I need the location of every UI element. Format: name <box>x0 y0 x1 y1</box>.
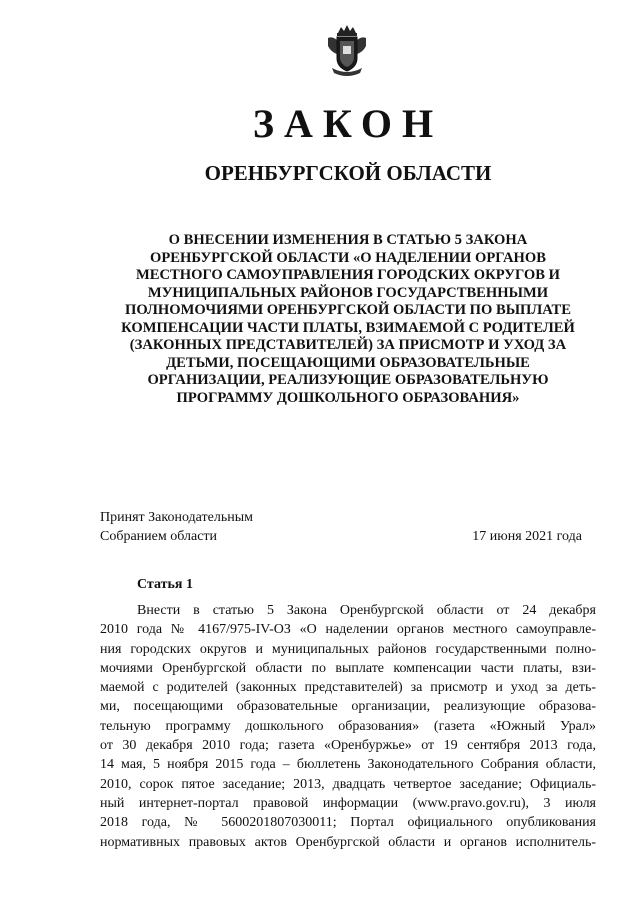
article-heading: Статья 1 <box>137 577 193 592</box>
law-name <box>100 232 596 407</box>
document-title: ЗАКОН <box>252 101 444 146</box>
body-line: от 30 декабря 2010 года; газета «Оренбуржье» от 19 сентября 2013 года, <box>100 738 596 754</box>
law-name-line: МУНИЦИПАЛЬНЫХ РАЙОНОВ ГОСУДАРСТВЕННЫМИ <box>147 284 549 301</box>
law-name-line: ПРОГРАММУ ДОШКОЛЬНОГО ОБРАЗОВАНИЯ» <box>176 389 520 406</box>
law-name-line: ОРГАНИЗАЦИИ, РЕАЛИЗУЮЩИЕ ОБРАЗОВАТЕЛЬНУЮ <box>147 372 549 388</box>
body-line: ный интернет-портал правовой информации (www.pravo.gov.ru), 3 июля <box>100 795 596 811</box>
body-line: 2010, сорок пятое заседание; 2013, двадцать четвертое заседание; Официаль- <box>100 776 596 792</box>
body-line: ния городских округов и муниципальных районов государственными полно- <box>100 641 596 657</box>
body-line: 2010 года № 4167/975-IV-ОЗ «О наделении органов местного самоуправле- <box>100 622 596 638</box>
law-name-line: КОМПЕНСАЦИИ ЧАСТИ ПЛАТЫ, ВЗИМАЕМОЙ С РОДИТЕЛЕЙ <box>121 319 575 336</box>
body-line: мочиями Оренбургской области по выплате компенсации части платы, взи- <box>100 660 596 676</box>
law-name-line: МЕСТНОГО САМОУПРАВЛЕНИЯ ГОРОДСКИХ ОКРУГОВ И <box>135 267 560 283</box>
body-line: маемой с родителей (законных представителей) за присмотр и уход за деть- <box>100 680 596 696</box>
adoption-line: Принят Законодательным <box>100 510 253 525</box>
adoption-statement <box>100 508 253 546</box>
adoption-date: 17 июня 2021 года <box>472 529 582 544</box>
law-name-line: (ЗАКОННЫХ ПРЕДСТАВИТЕЛЕЙ) ЗА ПРИСМОТР И УХОД ЗА <box>129 337 567 353</box>
law-name-line: ОРЕНБУРГСКОЙ ОБЛАСТИ «О НАДЕЛЕНИИ ОРГАНОВ <box>150 249 546 266</box>
law-name-line: ДЕТЬМИ, ПОСЕЩАЮЩИМИ ОБРАЗОВАТЕЛЬНЫЕ <box>166 354 530 371</box>
body-line: Внести в статью 5 Закона Оренбургской области от 24 декабря <box>137 603 596 618</box>
document-subtitle: ОРЕНБУРГСКОЙ ОБЛАСТИ <box>204 161 492 185</box>
body-line: 14 мая, 5 ноября 2015 года – бюллетень Законодательного Собрания области, <box>100 757 596 773</box>
article-body <box>100 601 596 852</box>
law-name-line: ПОЛНОМОЧИЯМИ ОРЕНБУРГСКОЙ ОБЛАСТИ ПО ВЫПЛАТЕ <box>125 302 571 318</box>
body-line: тельную программу дошкольного образования» (газета «Южный Урал» <box>100 718 596 734</box>
coat-of-arms-icon <box>326 24 368 76</box>
body-line: нормативных правовых актов Оренбургской области и органов исполнитель- <box>100 834 596 850</box>
adoption-line: Собранием области <box>100 529 218 544</box>
body-line: 2018 года, № 5600201807030011; Портал официального опубликования <box>100 815 596 831</box>
law-name-line: О ВНЕСЕНИИ ИЗМЕНЕНИЯ В СТАТЬЮ 5 ЗАКОНА <box>168 232 528 248</box>
body-line: ми, посещающими образовательные организации, реализующие образова- <box>100 699 596 715</box>
